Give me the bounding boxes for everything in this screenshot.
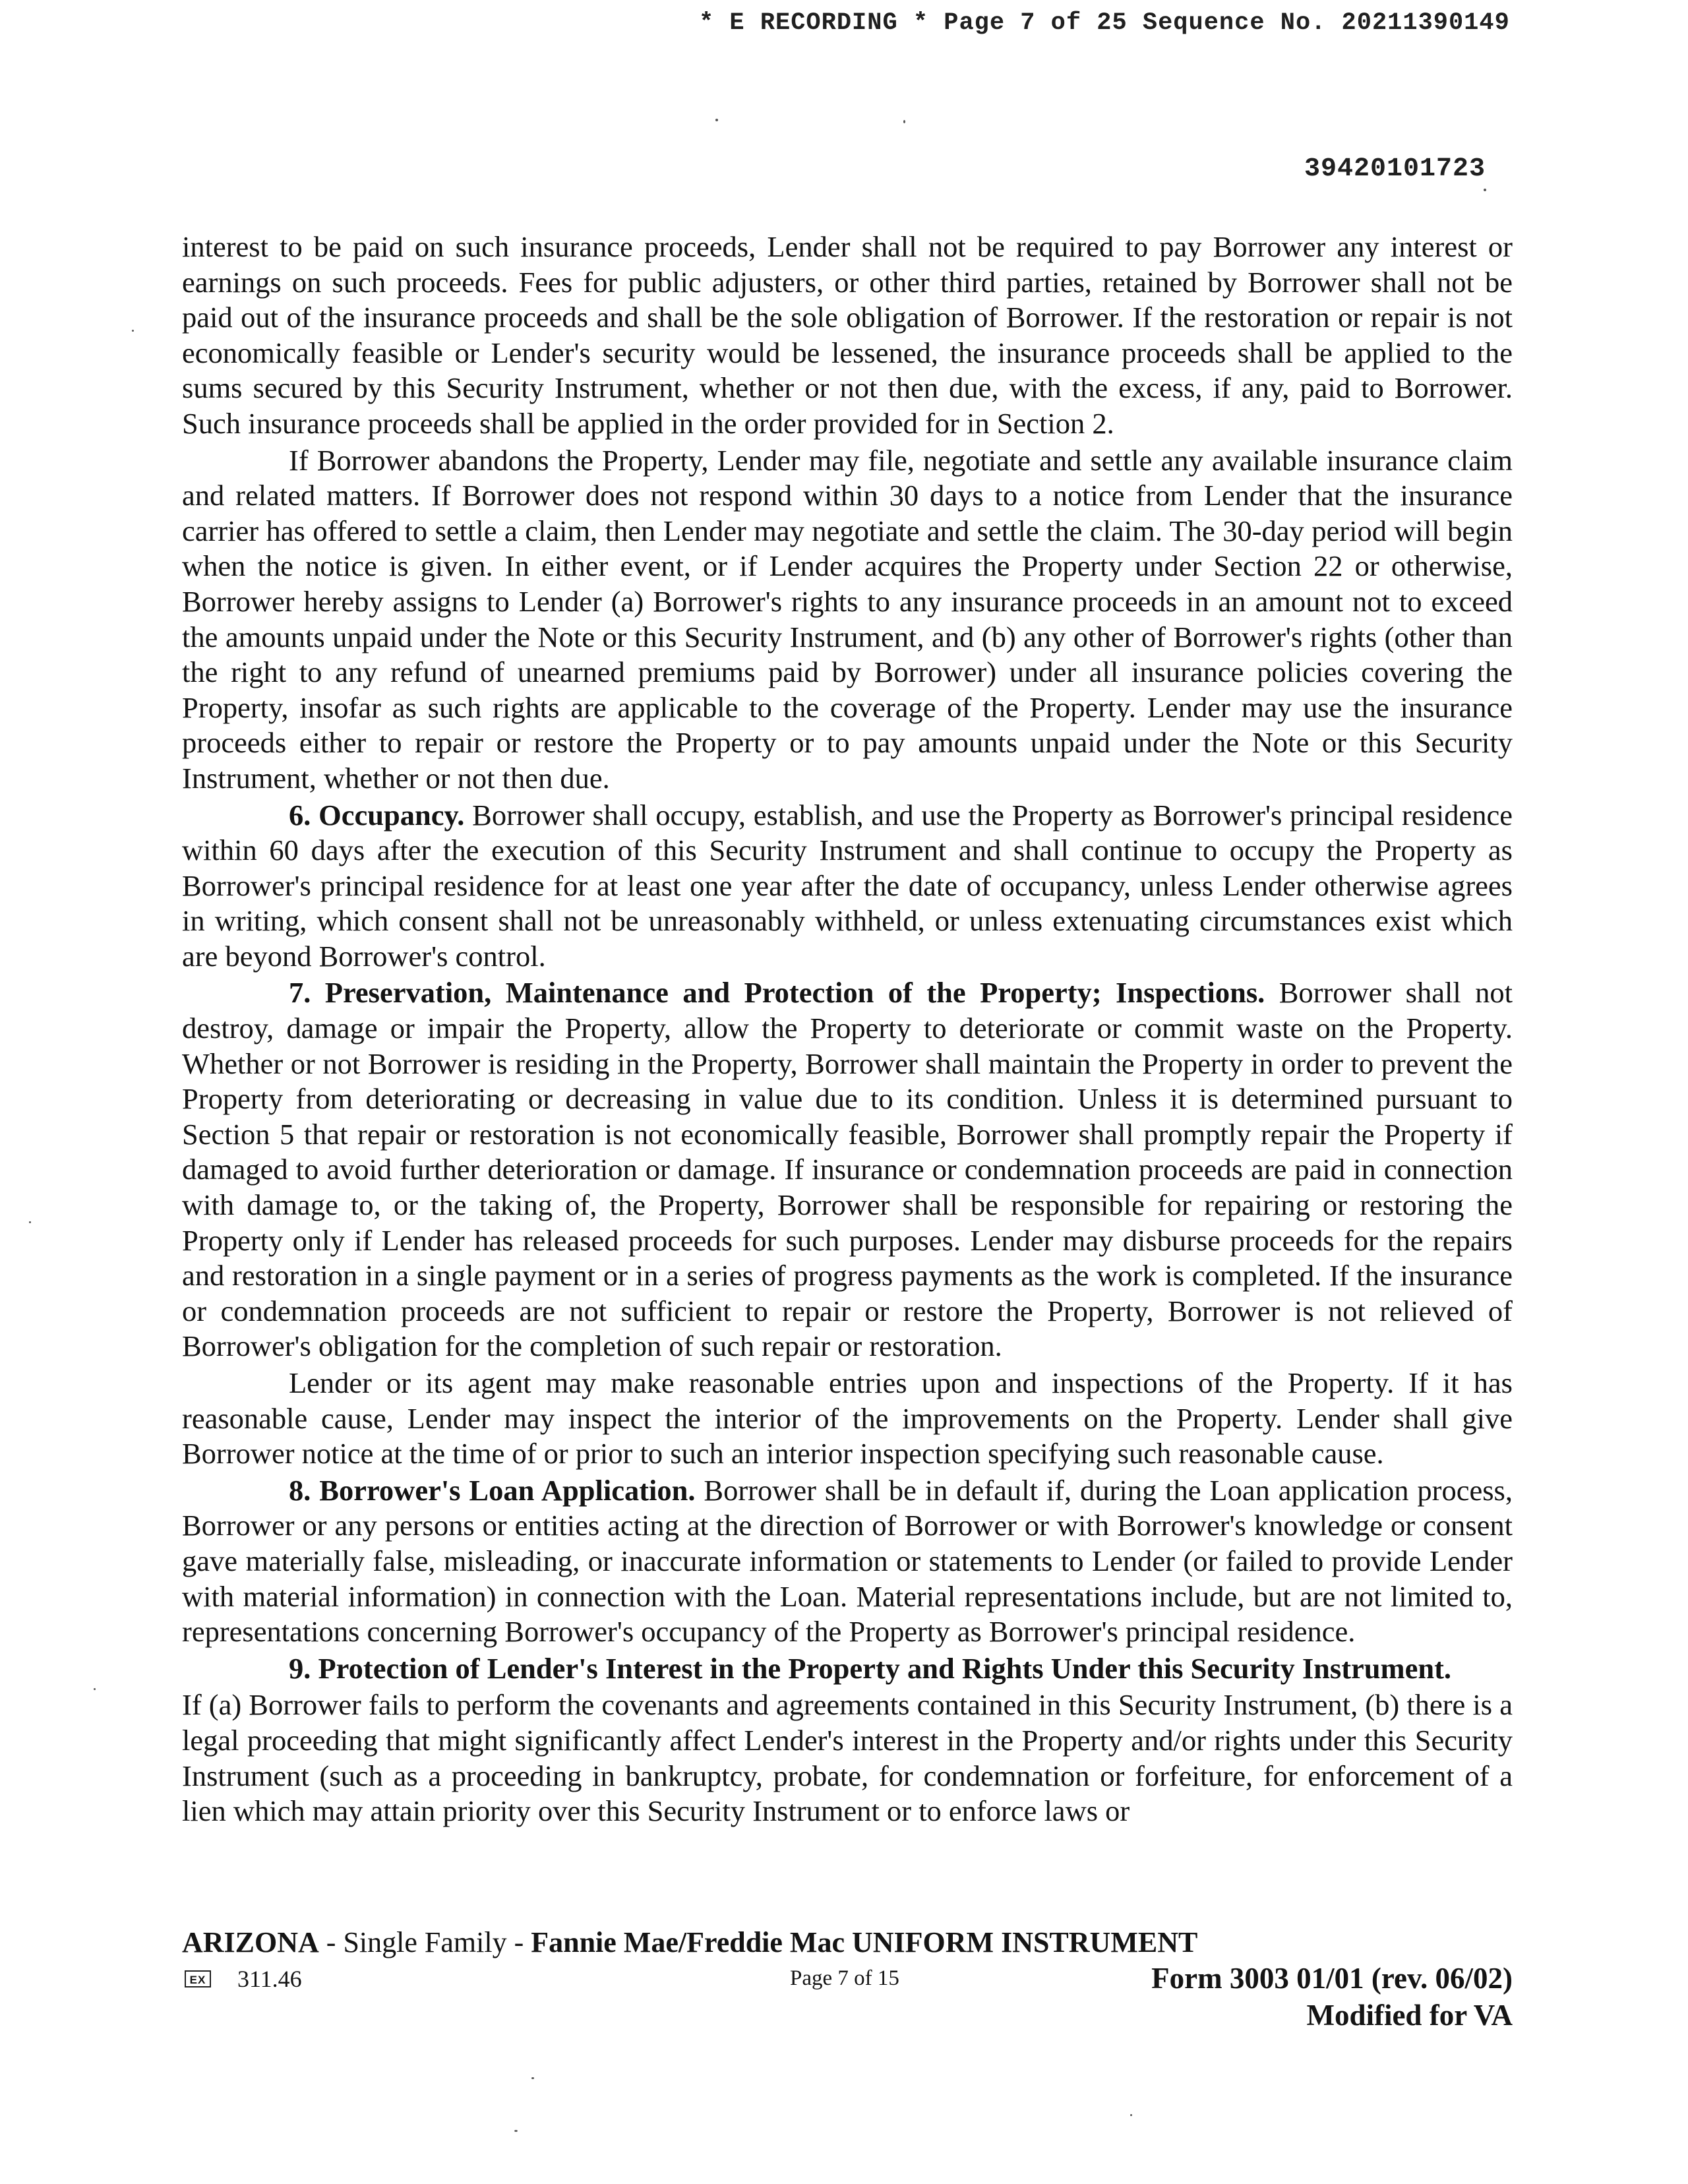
section-7-text: Borrower shall not destroy, damage or impair the Property, allow the Property to deteriorate or commit waste on the Property. Whether or not Borrower is residing in the Property, Borrower shall maintain the Property in order to prevent the Property from deteriorating or decreasing in value due to its condition. Unless it is determined pursuant to Section 5 that repair or restoration is not economically feasible, Borrower shall promptly repair the Property if damaged to avoid further deterioration or damage. If insurance or condemnation proceeds are paid in connection with damage to, or the taking of, the Property, Borrower shall be responsible for repairing or restoring the Property only if Lender has released proceeds for such purposes. Lender may disburse proceeds for the repairs and restoration in a single payment or in a series of progress payments as the work is completed. If the insurance or condemnation proceeds are not sufficient to repair or restore the Property, Borrower is not relieved of Borrower's obligation for the completion of such repair or restoration. [182,976,1513,1363]
recording-header: * E RECORDING * Page 7 of 25 Sequence No. 20211390149 [699,9,1510,37]
section-9-heading-paragraph [182,1651,1513,1687]
scan-speck [1130,2114,1132,2116]
scan-speck [903,120,905,123]
scan-speck [94,1688,96,1690]
scan-speck [29,1221,31,1223]
footer-instrument-line [182,1926,1369,1959]
section-6-text: Borrower shall occupy, establish, and use the Property as Borrower's principal residence within 60 days after the execution of this Security Instrument and shall continue to occupy the Property as Borrower's principal residence for at least one year after the date of occupancy, unless Lender otherwise agrees in writing, which consent shall not be unreasonably withheld, or unless extenuating circumstances exist which are beyond Borrower's control. [182,798,1513,973]
scan-speck [132,330,134,332]
scan-speck [1484,189,1486,191]
scan-speck [531,2077,534,2079]
section-8-heading: 8. Borrower's Loan Application. [289,1473,696,1507]
section-7-preservation [182,975,1513,1364]
document-body [182,229,1513,1831]
section-9-heading: 9. Protection of Lender's Interest in the Property and Rights Under this Security Instrument. [289,1651,1452,1685]
section-8-text: Borrower shall be in default if, during the Loan application process, Borrower or any persons or entities acting at the direction of Borrower or with Borrower's knowledge or consent gave materially false, misleading, or inaccurate information or statements to Lender (or failed to provide Lender with material information) in connection with the Loan. Material representations include, but are not limited to, representations concerning Borrower's occupancy of the Property as Borrower's principal residence. [182,1473,1513,1649]
loan-number: 39420101723 [1304,154,1486,184]
footer-instrument: Fannie Mae/Freddie Mac UNIFORM INSTRUMENT [531,1926,1198,1958]
paragraph-inspections: Lender or its agent may make reasonable entries upon and inspections of the Property. If it has reasonable cause, Lender may inspect the interior of the improvements on the Property. Lender shall give Borrower notice at the time of or prior to such an interior inspection specifying such reasonable cause. [182,1366,1513,1471]
section-7-heading: 7. Preservation, Maintenance and Protection of the Property; Inspections. [289,976,1265,1010]
section-9-text: If (a) Borrower fails to perform the covenants and agreements contained in this Security Instrument, (b) there is a legal proceeding that might significantly affect Lender's interest in the Property and/or rights under this Security Instrument (such as a proceeding in bankruptcy, probate, for condemnation or forfeiture, for enforcement of a lien which may attain priority over this Security Instrument or to enforce laws or [182,1688,1513,1828]
footer-state: ARIZONA [182,1926,319,1958]
section-6-heading: 6. Occupancy. [289,798,465,832]
section-8-loan-application [182,1473,1513,1650]
form-number: Form 3003 01/01 (rev. 06/02) [1151,1962,1513,1995]
paragraph-abandonment: If Borrower abandons the Property, Lender may file, negotiate and settle any available insurance claim and related matters. If Borrower does not respond within 30 days to a notice from Lender that the insurance carrier has offered to settle a claim, then Lender may negotiate and settle the claim. The 30-day period will begin when the notice is given. In either event, or if Lender acquires the Property under Section 22 or otherwise, Borrower hereby assigns to Lender (a) Borrower's rights to any insurance proceeds in an amount not to exceed the amounts unpaid under the Note or this Security Instrument, and (b) any other of Borrower's rights (other than the right to any refund of unearned premiums paid by Borrower) under all insurance policies covering the Property, insofar as such rights are applicable to the coverage of the Property. Lender may use the insurance proceeds either to repair or restore the Property or to pay amounts unpaid under the Note or this Security Instrument, whether or not then due. [182,443,1513,795]
form-code: 311.46 [237,1966,302,1992]
modified-note: Modified for VA [1306,1999,1513,2032]
paragraph-insurance-proceeds: interest to be paid on such insurance proceeds, Lender shall not be required to pay Borrower any interest or earnings on such proceeds. Fees for public adjusters, or other third parties, retained by Borrower shall not be paid out of the insurance proceeds and shall be the sole obligation of Borrower. If the restoration or repair is not economically feasible or Lender's security would be lessened, the insurance proceeds shall be applied to the sums secured by this Security Instrument, whether or not then due, with the excess, if any, paid to Borrower. Such insurance proceeds shall be applied in the order provided for in Section 2. [182,230,1513,440]
scan-speck [715,119,718,121]
form-code-icon: EX [185,1970,211,1987]
scan-speck [514,2130,518,2132]
footer-separator: - Single Family - [318,1926,531,1958]
section-6-occupancy [182,798,1513,975]
page-number: Page 7 of 15 [790,1966,899,1990]
